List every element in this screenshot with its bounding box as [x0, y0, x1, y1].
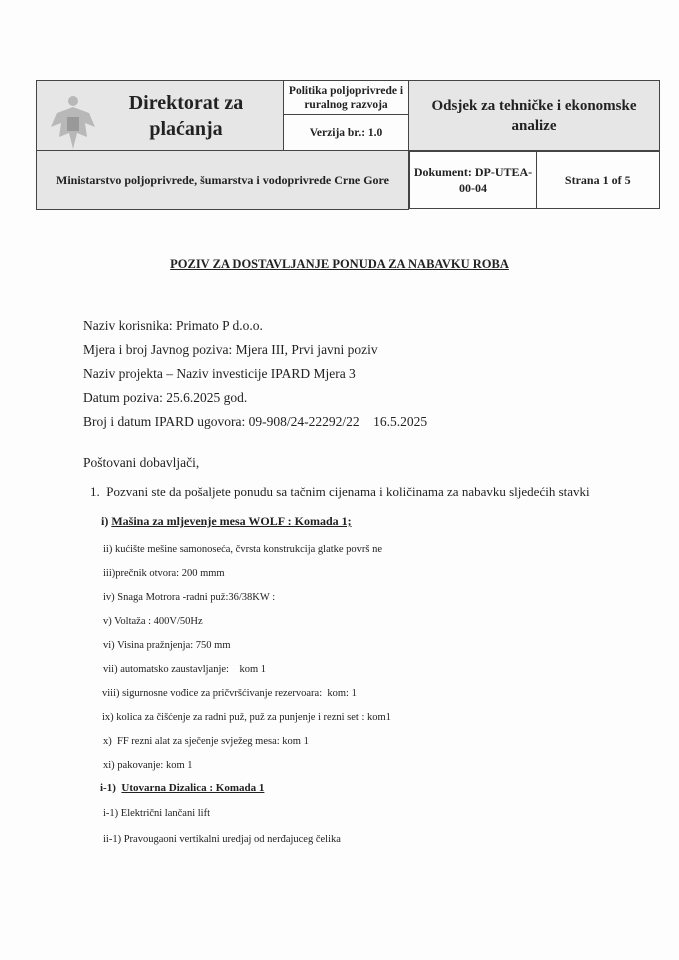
item: vii) automatsko zaustavljanje: kom 1 — [103, 664, 267, 675]
section-heading-text: Utovarna Dizalica : Komada 1 — [121, 782, 265, 794]
item: ii) kućište mešine samonoseća, čvrsta konstrukcija glatke površ ne — [103, 544, 383, 555]
item: iii)prečnik otvora: 200 mmm — [103, 568, 225, 579]
org-title: Direktorat za plaćanja — [128, 91, 244, 140]
point-1: 1. Pozvani ste da pošaljete ponudu sa tačnim cijenama i količinama za nabavku sljedećih stavki — [90, 484, 590, 499]
item: viii) sigurnosne vođice za pričvršćivanje rezervoara: kom: 1 — [102, 688, 357, 699]
section-prefix: i) — [101, 514, 109, 528]
section-heading-text: Mašina za mljevenje mesa WOLF : Komada 1; — [111, 514, 352, 528]
item: v) Voltaža : 400V/50Hz — [103, 616, 203, 627]
item: iv) Snaga Motrora -radni puž:36/38KW : — [103, 592, 276, 603]
page-cell: Strana 1 of 5 — [537, 152, 660, 209]
info-line: Broj i datum IPARD ugovora: 09-908/24-22292/22 16.5.2025 — [83, 414, 428, 429]
document-cell: Dokument: DP-UTEA-00-04 — [410, 152, 537, 209]
item: ii-1) Pravougaoni vertikalni uredjaj od nerđajuceg čelika — [103, 834, 341, 845]
info-line: Naziv korisnika: Primato P d.o.o. — [83, 318, 263, 333]
greeting: Poštovani dobavljači, — [83, 455, 200, 470]
section-prefix: i-1) — [100, 782, 116, 794]
policy-cell: Politika poljoprivrede i ruralnog razvoja — [284, 81, 409, 115]
ministry-cell: Ministarstvo poljoprivrede, šumarstva i vodoprivrede Crne Gore — [37, 151, 409, 210]
version-cell: Verzija br.: 1.0 — [284, 115, 409, 151]
section-heading — [101, 514, 352, 529]
item: vi) Visina pražnjenja: 750 mm — [103, 640, 231, 651]
org-cell — [37, 81, 284, 151]
item: i-1) Električni lančani lift — [103, 808, 210, 819]
item: ix) kolica za čišćenje za radni puž, puž za punjenje i rezni set : kom1 — [102, 712, 391, 723]
section-heading — [100, 782, 264, 794]
info-line: Naziv projekta – Naziv investicije IPARD Mjera 3 — [83, 366, 356, 381]
info-line: Mjera i broj Javnog poziva: Mjera III, Prvi javni poziv — [83, 342, 378, 357]
info-line: Datum poziva: 25.6.2025 god. — [83, 390, 248, 405]
coat-of-arms-icon — [47, 93, 99, 153]
department-cell: Odsjek za tehničke i ekonomske analize — [409, 81, 660, 151]
document-header-table — [36, 80, 660, 210]
item: x) FF rezni alat za sječenje svježeg mesa: kom 1 — [103, 736, 309, 747]
item: xi) pakovanje: kom 1 — [103, 760, 193, 771]
document-title: POZIV ZA DOSTAVLJANJE PONUDA ZA NABAVKU ROBA — [170, 257, 509, 271]
